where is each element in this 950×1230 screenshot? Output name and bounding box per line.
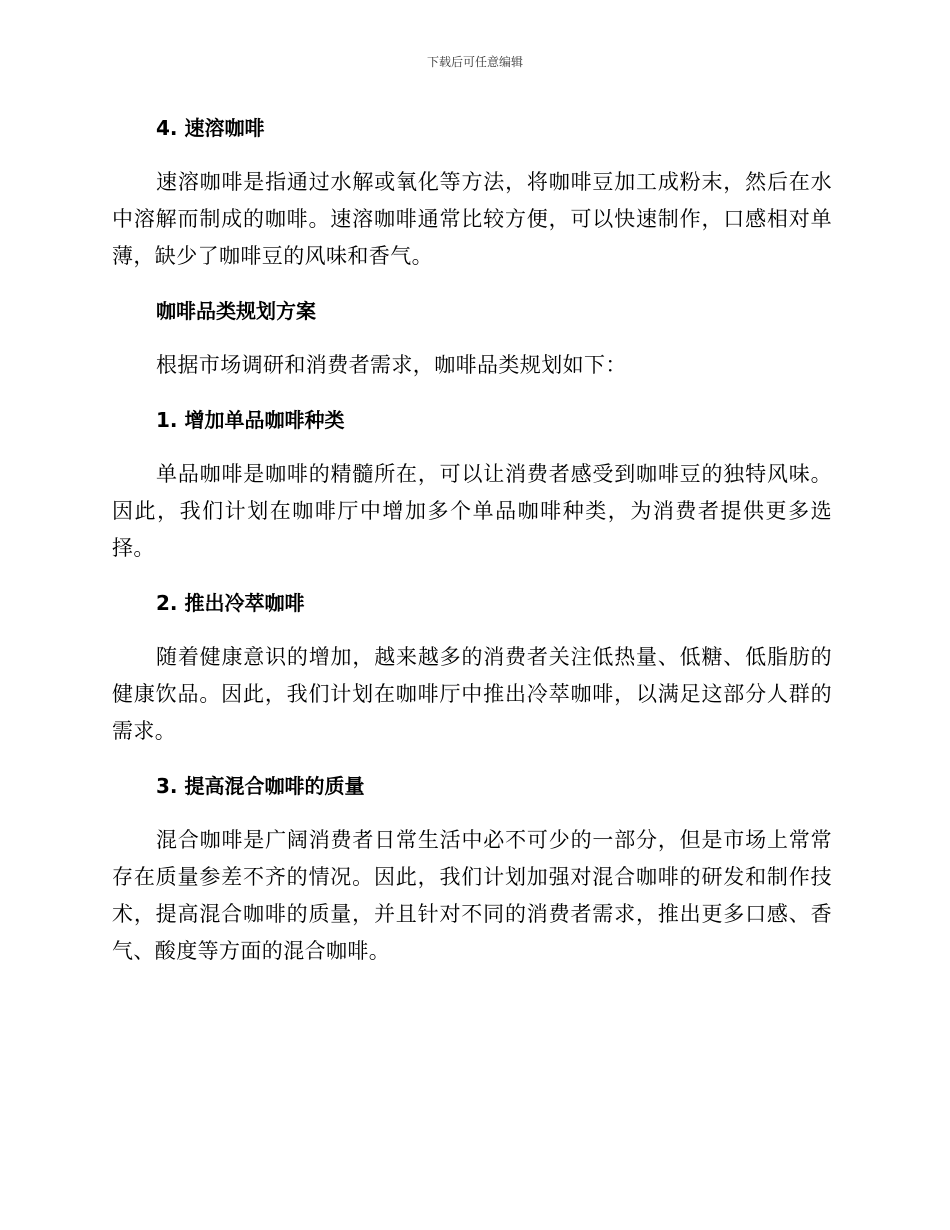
paragraph-blend-quality: 混合咖啡是广阔消费者日常生活中必不可少的一部分，但是市场上常常存在质量参差不齐的情况。因此，我们计划加强对混合咖啡的研发和制作技术，提高混合咖啡的质量，并且针对不同的消费者需求，推出更多口感、香气、酸度等方面的混合咖啡。: [112, 828, 832, 963]
document-body: [112, 110, 832, 988]
section-heading-cold-brew: 2. 推出冷萃咖啡: [156, 591, 305, 615]
paragraph-single-origin: 单品咖啡是咖啡的精髓所在，可以让消费者感受到咖啡豆的独特风味。因此，我们计划在咖啡厅中增加多个单品咖啡种类，为消费者提供更多选择。: [112, 462, 832, 560]
paragraph-category-plan: 根据市场调研和消费者需求，咖啡品类规划如下：: [156, 353, 627, 377]
paragraph-cold-brew: 随着健康意识的增加，越来越多的消费者关注低热量、低糖、低脂肪的健康饮品。因此，我们计划在咖啡厅中推出冷萃咖啡，以满足这部分人群的需求。: [112, 645, 832, 743]
page-header: 下载后可任意编辑: [426, 55, 523, 69]
paragraph-instant-coffee: 速溶咖啡是指通过水解或氧化等方法，将咖啡豆加工成粉末，然后在水中溶解而制成的咖啡。速溶咖啡通常比较方便，可以快速制作，口感相对单薄，缺少了咖啡豆的风味和香气。: [112, 170, 832, 268]
section-heading-instant-coffee: 4. 速溶咖啡: [156, 116, 265, 140]
section-heading-blend-quality: 3. 提高混合咖啡的质量: [156, 774, 365, 798]
section-heading-single-origin: 1. 增加单品咖啡种类: [156, 408, 345, 432]
section-heading-category-plan: 咖啡品类规划方案: [156, 299, 316, 323]
